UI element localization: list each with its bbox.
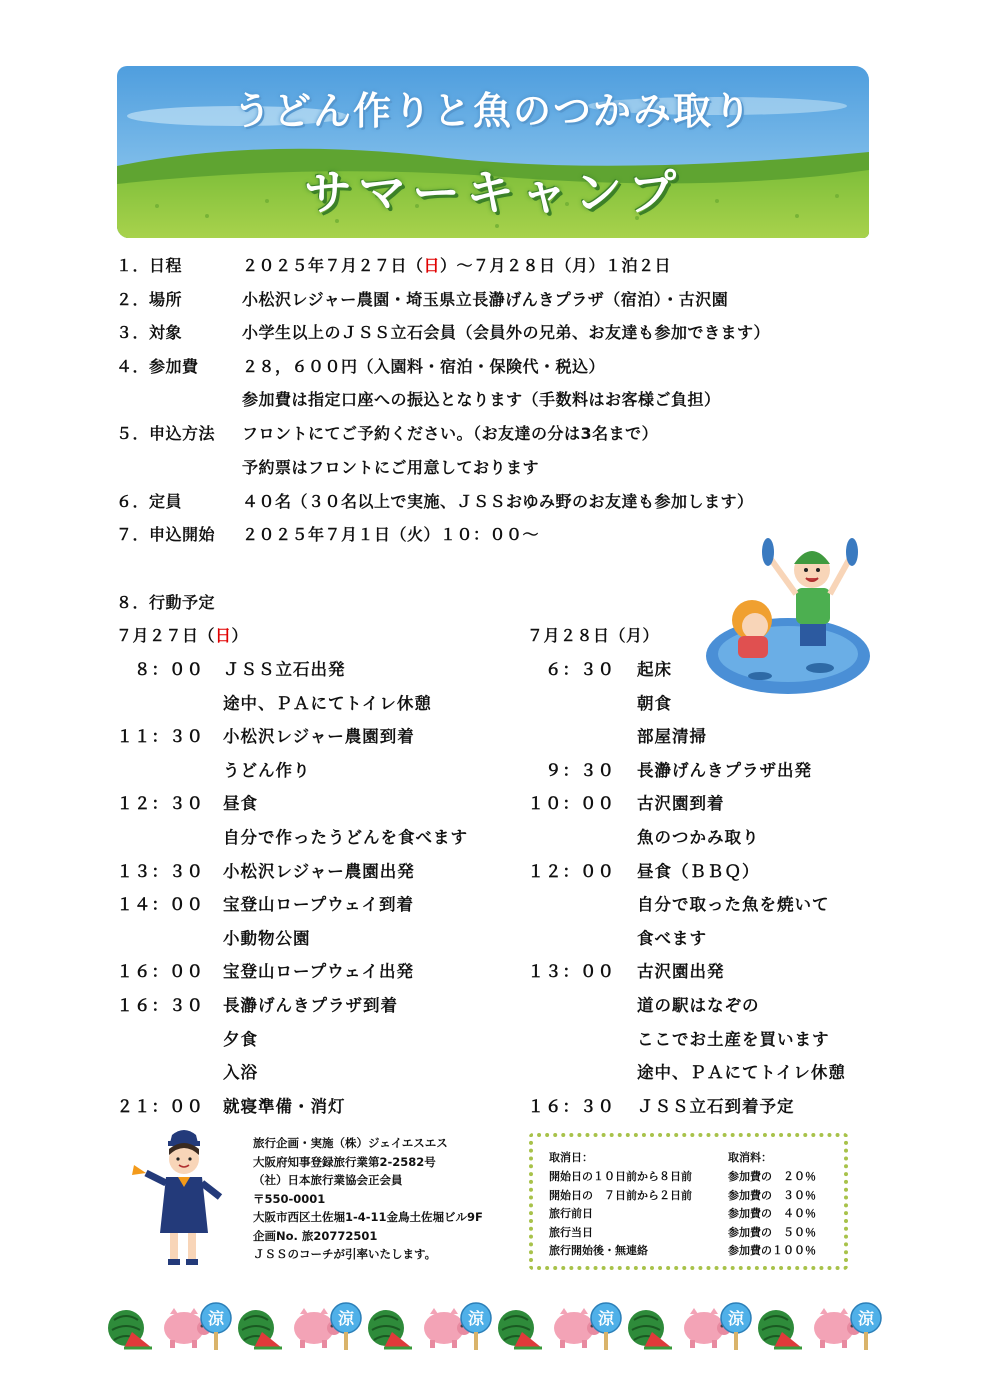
agency-line: 大阪府知事登録旅行業第2-2582号 bbox=[253, 1154, 436, 1169]
schedule-pre: ２０２５年７月２７日（ bbox=[242, 256, 424, 275]
day2-activity: 魚のつかみ取り bbox=[637, 828, 760, 847]
fee-label: ４．参加費 bbox=[116, 357, 199, 376]
capacity-label: ６．定員 bbox=[116, 492, 183, 511]
tour-guide-illustration bbox=[124, 1125, 249, 1275]
day1-activity: 小動物公園 bbox=[223, 928, 311, 948]
schedule-value bbox=[242, 253, 671, 276]
day2-time: １６：３０ bbox=[527, 1096, 615, 1116]
day2-activity: 食べます bbox=[637, 928, 707, 948]
day1-post: ） bbox=[231, 626, 249, 645]
day2-activity: 昼食（ＢＢＱ） bbox=[637, 861, 760, 881]
day1-activity: 途中、ＰＡにてトイレ休憩 bbox=[223, 693, 432, 713]
cancel-when: 開始日の ７日前から２日前 bbox=[549, 1188, 692, 1202]
agency-line: 旅行企画・実施（株）ジェイエスエス bbox=[253, 1136, 448, 1150]
apply-value: フロントにてご予約ください。（お友達の分は3名まで） bbox=[242, 424, 659, 443]
agency-line: （社）日本旅行業協会正会員 bbox=[253, 1173, 403, 1187]
uchiwa-fan-icon bbox=[591, 1303, 621, 1350]
cancel-when: 旅行前日 bbox=[549, 1207, 593, 1220]
agency-line: 大阪市西区土佐堀1-4-11金鳥土佐堀ビル9F bbox=[253, 1210, 483, 1224]
watermelon-icon bbox=[238, 1310, 282, 1348]
cancel-fee: 参加費の ２０％ bbox=[728, 1170, 816, 1183]
fee-value: ２８，６００円（入園料・宿泊・保険代・税込） bbox=[242, 357, 606, 376]
day1-time: １６：００ bbox=[116, 962, 204, 982]
uchiwa-fan-icon bbox=[331, 1303, 361, 1350]
banner-title: サマーキャンプ bbox=[303, 165, 682, 221]
day2-activity: 古沢園出発 bbox=[637, 962, 725, 982]
fan-glyph: 涼 bbox=[207, 1309, 225, 1328]
watermelon-icon bbox=[368, 1310, 412, 1348]
day1-time: １３：３０ bbox=[116, 861, 204, 881]
cancel-col1-header: 取消日： bbox=[549, 1151, 593, 1164]
capacity-value: ４０名（３０名以上で実施、ＪＳＳおゆみ野のお友達も参加します） bbox=[242, 492, 754, 511]
uchiwa-fan-icon bbox=[851, 1303, 881, 1350]
day2-activity: 部屋清掃 bbox=[637, 727, 707, 747]
day2-time: １０：００ bbox=[527, 794, 615, 814]
day2-heading: ７月２８日（月） bbox=[527, 626, 660, 645]
apply-label: ５．申込方法 bbox=[116, 424, 216, 443]
day1-pre: ７月２７日（ bbox=[116, 626, 216, 645]
day2-time: ６：３０ bbox=[545, 660, 615, 679]
day2-activity: ここでお土産を買います bbox=[637, 1029, 830, 1049]
agency-line: 企画No. 旅20772501 bbox=[253, 1228, 378, 1243]
day2-time: １３：００ bbox=[527, 962, 615, 982]
day1-time: １６：３０ bbox=[116, 996, 204, 1015]
day1-activity: 長瀞げんきプラザ到着 bbox=[223, 996, 398, 1015]
schedule-label: １．日程 bbox=[116, 256, 183, 275]
day1-activity: 就寝準備・消灯 bbox=[223, 1096, 346, 1116]
day1-activity: 昼食 bbox=[223, 794, 258, 814]
schedule-day1: 日 bbox=[423, 256, 441, 275]
cancel-fee: 参加費の ４０％ bbox=[728, 1207, 816, 1220]
day1-activity: 夕食 bbox=[223, 1029, 258, 1049]
cancel-col2-header: 取消料： bbox=[728, 1151, 772, 1164]
day1-activity: 宝登山ロープウェイ出発 bbox=[223, 962, 415, 982]
fan-glyph: 涼 bbox=[857, 1309, 875, 1328]
fee-note: 参加費は指定口座への振込となります（手数料はお客様ご負担） bbox=[242, 390, 721, 409]
day2-activity: 長瀞げんきプラザ出発 bbox=[637, 760, 812, 780]
day2-activity: 自分で取った魚を焼いて bbox=[637, 895, 830, 915]
day1-activity: 小松沢レジャー農園到着 bbox=[223, 727, 415, 747]
day1-activity: 宝登山ロープウェイ到着 bbox=[223, 895, 415, 915]
target-label: ３．対象 bbox=[116, 323, 183, 342]
day2-activity: ＪＳＳ立石到着予定 bbox=[637, 1096, 795, 1116]
watermelon-icon bbox=[628, 1310, 672, 1348]
fan-glyph: 涼 bbox=[467, 1309, 485, 1328]
day1-time: １４：００ bbox=[116, 895, 204, 915]
watermelon-icon bbox=[758, 1310, 802, 1348]
agency-line: ＪＳＳのコーチが引率いたします。 bbox=[253, 1247, 437, 1261]
uchiwa-fan-icon bbox=[461, 1303, 491, 1350]
apply-note: 予約票はフロントにご用意しております bbox=[242, 458, 540, 477]
start-label: ７．申込開始 bbox=[116, 525, 216, 544]
day1-activity: 入浴 bbox=[223, 1063, 258, 1083]
place-value: 小松沢レジャー農園・埼玉県立長瀞げんきプラザ（宿泊）・古沢園 bbox=[242, 290, 729, 309]
day2-activity: 途中、ＰＡにてトイレ休憩 bbox=[637, 1063, 846, 1083]
day2-time: ９：３０ bbox=[545, 760, 615, 780]
cancel-when: 旅行当日 bbox=[549, 1225, 593, 1239]
banner-subtitle: うどん作りと魚のつかみ取り bbox=[232, 89, 753, 133]
day1-time: ２１：００ bbox=[116, 1096, 204, 1116]
watermelon-icon bbox=[498, 1310, 542, 1348]
day1-time: １１：３０ bbox=[116, 727, 204, 747]
cancel-when: 開始日の１０日前から８日前 bbox=[549, 1170, 692, 1183]
day1-heading bbox=[116, 623, 248, 646]
cancel-fee: 参加費の１００％ bbox=[728, 1244, 816, 1257]
plan-heading: ８．行動予定 bbox=[116, 593, 216, 612]
kids-fishing-illustration bbox=[700, 528, 880, 698]
day1-activity: 小松沢レジャー農園出発 bbox=[223, 861, 415, 881]
cancel-when: 旅行開始後・無連絡 bbox=[549, 1244, 648, 1257]
summer-decoration-strip bbox=[104, 1298, 886, 1352]
target-value: 小学生以上のＪＳＳ立石会員（会員外の兄弟、お友達も参加できます） bbox=[242, 323, 771, 342]
day2-activity: 古沢園到着 bbox=[637, 794, 725, 814]
day1-time: １２：３０ bbox=[116, 794, 204, 814]
schedule-post: ）～７月２８日（月）１泊２日 bbox=[440, 256, 672, 275]
day2-activity: 起床 bbox=[637, 660, 672, 679]
watermelon-icon bbox=[108, 1310, 152, 1348]
cancel-fee: 参加費の ３０％ bbox=[728, 1188, 816, 1202]
cancel-fee: 参加費の ５０％ bbox=[728, 1225, 816, 1239]
banner bbox=[117, 66, 869, 238]
fan-glyph: 涼 bbox=[727, 1309, 745, 1328]
fan-glyph: 涼 bbox=[337, 1309, 355, 1328]
day1-time: ８：００ bbox=[134, 660, 204, 679]
day1-activity: 自分で作ったうどんを食べます bbox=[223, 828, 468, 847]
day1-activity: ＪＳＳ立石出発 bbox=[223, 660, 346, 679]
agency-line: 〒550-0001 bbox=[253, 1191, 326, 1206]
day2-activity: 朝食 bbox=[637, 693, 672, 713]
day2-activity: 道の駅はなぞの bbox=[637, 996, 760, 1015]
day1-activity: うどん作り bbox=[223, 760, 311, 780]
fan-glyph: 涼 bbox=[597, 1309, 615, 1328]
start-value: ２０２５年７月１日（火）１０：００～ bbox=[242, 525, 540, 544]
uchiwa-fan-icon bbox=[201, 1303, 231, 1350]
uchiwa-fan-icon bbox=[721, 1303, 751, 1350]
day2-time: １２：００ bbox=[527, 861, 615, 881]
day1-dow: 日 bbox=[215, 626, 232, 645]
place-label: ２．場所 bbox=[116, 290, 183, 309]
